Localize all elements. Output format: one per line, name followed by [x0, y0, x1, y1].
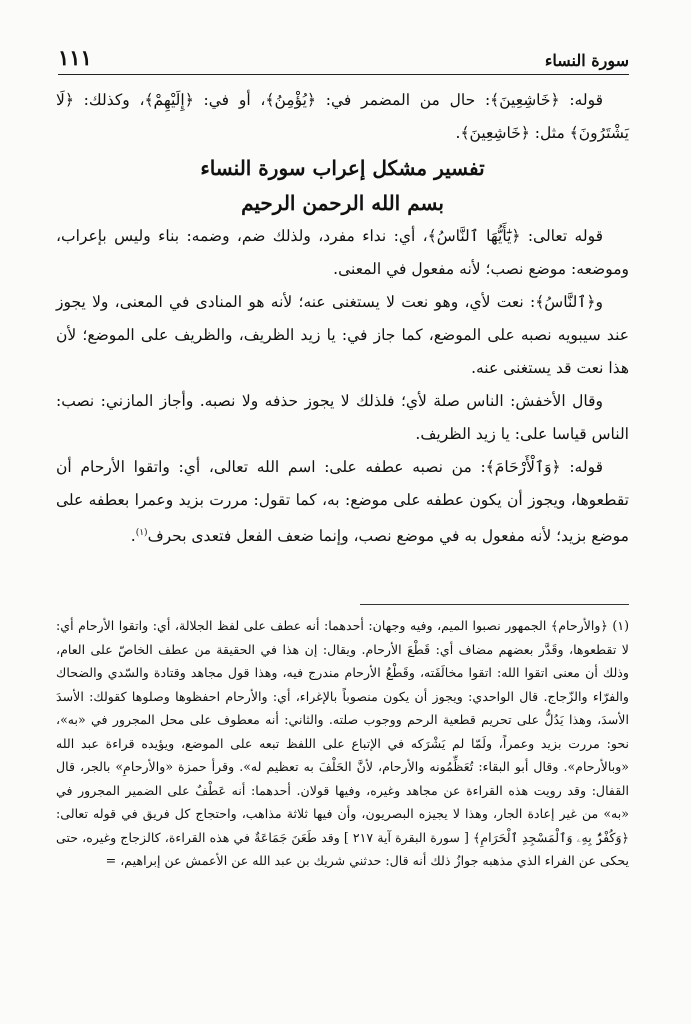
page-header — [58, 42, 629, 70]
page-number: ١١١ — [58, 45, 92, 70]
body-paragraph: قوله: ﴿وَٱلْأَرْحَامَ﴾: من نصبه عطفه على: اسم الله تعالى، أي: واتقوا الأرحام أن تقطعوها، ويجوز أن يكون عطفه على موضع: به، كما تقول: مررت بزيد وعمرا بعطفه على موضع بزيد؛ لأنه مفعول به في موضع نصب، وإنما ضعف الفعل فتعدى بحرف$^{(١)}$. — [56, 458, 629, 546]
intro-paragraph: قوله: ﴿خَاشِعِينَ﴾: حال من المضمر في: ﴿يُؤْمِنُ﴾، أو في: ﴿إِلَيْهِمْ﴾، وكذلك: ﴿لَا يَشْتَرُونَ﴾ مثل: ﴿خَاشِعِينَ﴾. — [56, 91, 629, 142]
main-text — [56, 84, 629, 553]
footnote-text: (١) ﴿والأرحام﴾ الجمهور نصبوا الميم، وفيه وجهان: أحدهما: أنه عطف على لفظ الجلالة، أي: واتقوا الأرحام أي: لا تقطعوها، وقَدَّر بعضهم مضاف أي: قَطْعَ الأرحام. ويقال: إن هذا في الحقيقة من عطف الخاصّ على العام، وذلك أن معنى اتقوا الله: اتقوا مخالَفَته، وقَطْعُ الأرحام مندرج فيه، وهذا قول مجاهد وقتادة والسّدي والضحاك والفرّاء والزّجاج. قال الواحدي: ويجوز أن يكون منصوباً بالإغراء، أي: والأرحام احفظوها وصلوها كقولك: الأسدَ الأسدَ، وهذا يَدُلُّ على تحريم قطعية الرحم ووجوب صلته. والثاني: أنه معطوف على محل المجرور في «به»، نحو: مررت بزيد وعمراً، ولَمّا لم يَشْرَكه في الإتباع على اللفظ تبعه على الموضع، ويؤيده قراءة عبد الله «وبالأرحام». وقال أبو البقاء: تُعَظِّمُونه والأرحام، لأنَّ الحَلْفَ به تعظيم له». وقرأ حمزة «والأرحامِ» بالجر، قال القفال: وقد رويت هذه القراءة عن مجاهد وغيره، وفيها قولان. أحدهما: أنه عَطْفٌ على الضمير المجرور في «به» من غير إعادة الجار، وهذا لا يجيزه البصريون، وأن فيها ثلاثة مذاهب، واحتجاج كل فريق في قوله تعالى: ﴿وَكُفْرٌۢ بِهِۦ وَٱلْمَسْجِدِ ٱلْحَرَامِ﴾ [ سورة البقرة آية ٢١٧ ] وقد طَعَنَ جَمَاعَةٌ في هذه القراءة، كالزجاج وغيره، حتى يحكى عن الفراء الذي مذهبه جوازُ ذلك أنه قال: حدثني شريك بن عبد الله عن الأعمش عن إبراهيم، = — [56, 618, 629, 868]
header-rule — [58, 74, 629, 75]
body-paragraph-text: وقال الأخفش: الناس صلة لأي؛ فلذلك لا يجوز حذفه ولا نصبه. وأجاز المازني: نصب: الناس قياسا على: يا زيد الظريف. — [56, 392, 629, 443]
body-paragraph-text: قوله: ﴿وَٱلْأَرْحَامَ﴾: من نصبه عطفه على: اسم الله تعالى، أي: واتقوا الأرحام أن تقطعوها، ويجوز أن يكون عطفه على موضع: به، كما تقول: مررت بزيد وعمرا بعطفه على موضع بزيد؛ لأنه مفعول به في موضع نصب، وإنما ضعف الفعل فتعدى بحرف — [56, 458, 629, 546]
body-paragraph: قوله تعالى: ﴿يَٰٓأَيُّهَا ٱلنَّاسُ﴾، أي: نداء مفرد، ولذلك ضم، وضمه: بناء وليس بإعراب، وموضعه: موضع نصب؛ لأنه مفعول في المعنى. — [56, 227, 629, 278]
basmala-heading: بسم الله الرحمن الرحيم — [241, 191, 444, 215]
body-paragraph: و﴿ٱلنَّاسُ﴾: نعت لأي، وهو نعت لا يستغنى عنه؛ لأنه هو المنادى في المعنى، ولا يجوز عند سيبويه نصبه على الموضع، كما جاز في: يا زيد الظريف، والظريف على الموضع؛ لأن هذا نعت قد يستغنى عنه. — [56, 293, 629, 377]
footnote-rule — [360, 604, 629, 605]
section-heading: تفسير مشكل إعراب سورة النساء — [200, 156, 485, 180]
body-paragraph — [56, 385, 629, 451]
footnote-reference: (١) — [135, 528, 148, 538]
running-title: سورة النساء — [544, 51, 629, 70]
footnote-section — [56, 614, 629, 873]
